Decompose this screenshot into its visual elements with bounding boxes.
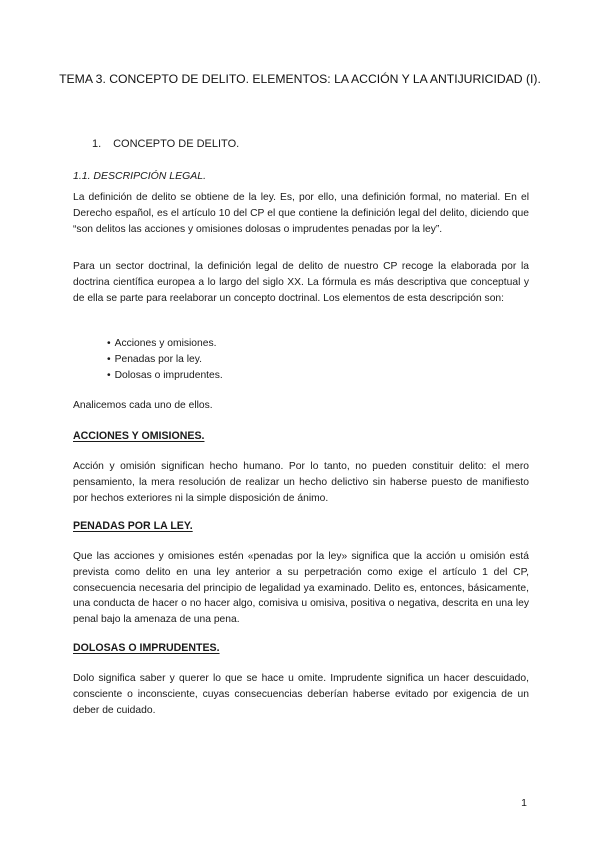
elements-list [107, 336, 223, 383]
paragraph-legal-definition: La definición de delito se obtiene de la ley. Es, por ello, una definición formal, no material. En el Derecho español, es el artículo 10 del CP el que contiene la definición legal del delito, diciendo que “son delitos las acciones y omisiones dolosas o imprudentes penadas por la ley”. [73, 192, 529, 235]
paragraph-dolosas-imprudentes: Dolo significa saber y querer lo que se hace u omite. Imprudente significa un hacer descuidado, consciente o inconsciente, cuyas consecuencias deberían haberse evitado por exigencia de un deber de cuidado. [73, 673, 529, 716]
paragraph-analysis-intro: Analicemos cada uno de ellos. [73, 400, 213, 411]
document-title: TEMA 3. CONCEPTO DE DELITO. ELEMENTOS: LA ACCIÓN Y LA ANTIJURICIDAD (I). [59, 72, 541, 86]
subsection-heading: 1.1. DESCRIPCIÓN LEGAL. [73, 170, 207, 182]
section-heading [92, 138, 239, 150]
heading-penadas-ley: PENADAS POR LA LEY. [73, 520, 193, 532]
section-label: CONCEPTO DE DELITO. [113, 138, 240, 150]
paragraph-doctrinal: Para un sector doctrinal, la definición legal de delito de nuestro CP recoge la elaborada por la doctrina científica europea a lo largo del siglo XX. La fórmula es más descriptiva que conceptual y de ella se parte para reelaborar un concepto doctrinal. Los elementos de esta descripción son: [73, 261, 529, 304]
heading-acciones-omisiones: ACCIONES Y OMISIONES. [73, 430, 205, 442]
paragraph-acciones-omisiones: Acción y omisión significan hecho humano. Por lo tanto, no pueden constituir delito: el mero pensamiento, la mera resolución de realizar un hecho delictivo sin haberse puesto de manifiesto por hechos exteriores ni la simple disposición de ánimo. [73, 461, 529, 504]
page-number: 1 [521, 797, 527, 809]
section-number: 1. [92, 138, 102, 150]
heading-dolosas-imprudentes: DOLOSAS O IMPRUDENTES. [73, 642, 220, 654]
list-item: • Dolosas o imprudentes. [107, 368, 223, 384]
list-item: • Acciones y omisiones. [107, 336, 223, 352]
list-item: • Penadas por la ley. [107, 352, 223, 368]
paragraph-penadas-ley: Que las acciones y omisiones estén «penadas por la ley» significa que la acción u omisión está prevista como delito en una ley anterior a su perpetración como exige el artículo 1 del CP, consecuencia necesaria del principio de legalidad ya examinado. Delito es, entonces, básicamente, una conducta de hacer o no hacer algo, comisiva u omisiva, positiva o negativa, descrita en una ley penal bajo la amenaza de una pena. [73, 551, 529, 626]
